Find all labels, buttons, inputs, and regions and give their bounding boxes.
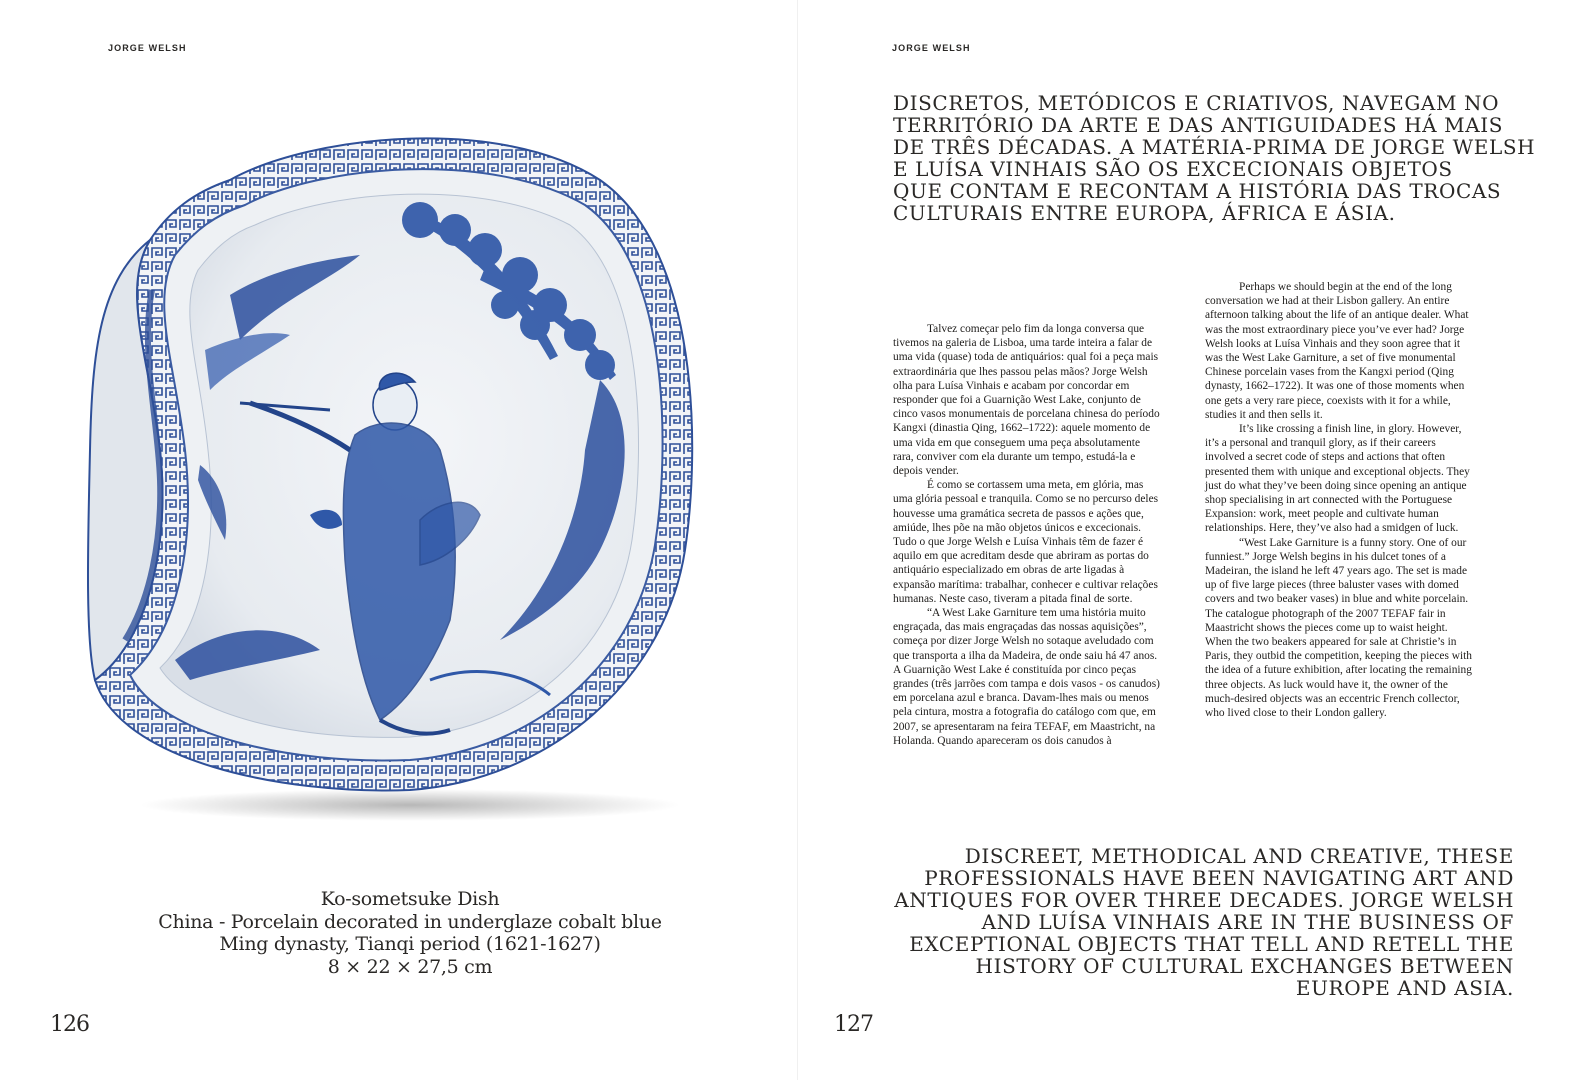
caption-title: Ko-sometsuke Dish [320,888,500,910]
caption-line: China - Porcelain decorated in underglaze cobalt blue [158,910,662,933]
body-paragraph: Perhaps we should begin at the end of the long conversation we had at their Lisbon gallery. An entire afternoon talking about the life of an antique dealer. What was the most extraordinary piece you’ve ever had? Jorge Welsh looks at Luísa Vinhais and they soon agree that it was the West Lake Garniture, a set of five monumental Chinese porcelain vases from the Kangxi period (Qing dynasty, 1662–1722). It was one of those moments when one gets a very rare piece, coexists with it for a while, studies it and then sells it. [1205,281,1469,421]
body-paragraph: “West Lake Garniture is a funny story. One of our funniest.” Jorge Welsh begins in his dulcet tones of a Madeiran, the island he left 47 years ago. The set is made up of five large pieces (three baluster vases with domed covers and two beaker vases) in blue and white porcelain. The catalogue photograph of the 2007 TEFAF fair in Maastricht shows the pieces come up to waist height. When the two beakers appeared for sale at Christie’s in Paris, they outbid the competition, keeping the pieces with the idea of a future exhibition, after locating the remaining three objects. As luck would have it, the owner of the much-desired objects was an eccentric French collector, who lived close to their London gallery. [1205,536,1472,720]
body-column-portuguese [893,322,1163,748]
page-number: 126 [50,1012,89,1037]
body-paragraph: Talvez começar pelo fim da longa conversa que tivemos na galeria de Lisboa, uma tarde inteira a falar de uma vida (quase) toda de antiquários: qual foi a peça mais extraordinária que lhes passou pelas mãos? Jorge Welsh olha para Luísa Vinhais e acabam por concordar em responder que foi a Guarnição West Lake, conjunto de cinco vasos monumentais de porcelana chinesa do período Kangxi (dinastia Qing, 1662–1722): aquele momento de uma vida em que conseguem uma peça absolutamente rara, conviver com ela durante um tempo, estudá-la e depois vender. [893,323,1160,478]
body-paragraph: “A West Lake Garniture tem uma história muito engraçada, das mais engraçadas das nossas aquisições”, começa por dizer Jorge Welsh no sotaque aveludado com que transporta a ilha da Madeira, de onde saiu há 47 anos. A Guarnição West Lake é constituída por cinco peças grandes (três jarrões com tampa e dois vasos - os canudos) em porcelana azul e branca. Davam-lhes mais ou menos pela cintura, mostra a fotografia do catálogo com que, em 2007, se apresentaram na feira TEFAF, em Maastricht, na Holanda. Quando apareceram os dois canudos à [893,607,1160,747]
dish-photo [80,120,720,840]
page-number: 127 [834,1012,873,1037]
pull-quote-line: AND LUÍSA VINHAIS ARE IN THE BUSINESS OF [981,910,1514,934]
porcelain-dish-illustration [80,120,720,840]
pull-quote-line: DISCRETOS, METÓDICOS E CRIATIVOS, NAVEGAM NO [893,91,1500,115]
running-head: JORGE WELSH [892,43,971,53]
body-paragraph: É como se cortassem uma meta, em glória, mas uma glória pessoal e tranquila. Como se no percurso deles houvesse uma gramática secreta de passos e ações que, amiúde, lhes põe na mão objetos únicos e excecionais. Tudo o que Jorge Welsh e Luísa Vinhais têm de fazer é aquilo em que acreditam desde que abriram as portas do antiquário especializado em obras de arte ligadas à expansão marítima: trabalhar, conhecer e cultivar relações humanas. Neste caso, tiveram a pitada final de sorte. [893,479,1159,605]
caption-line: Ming dynasty, Tianqi period (1621-1627) [219,933,601,955]
pull-quote-line: TERRITÓRIO DA ARTE E DAS ANTIGUIDADES HÁ MAIS [893,113,1504,137]
pull-quote-line: HISTORY OF CULTURAL EXCHANGES BETWEEN [975,954,1514,978]
pull-quote-portuguese [893,92,1535,224]
pull-quote-line: ANTIQUES FOR OVER THREE DECADES. JORGE WELSH [894,888,1514,912]
pull-quote-line: E LUÍSA VINHAIS SÃO OS EXCECIONAIS OBJETOS [893,157,1453,181]
caption-dimensions: 8 × 22 × 27,5 cm [327,955,493,978]
pull-quote-line: CULTURAIS ENTRE EUROPA, ÁFRICA E ÁSIA. [893,201,1396,225]
body-column-english [1205,280,1477,720]
pull-quote-english [894,845,1514,999]
pull-quote-line: DE TRÊS DÉCADAS. A MATÉRIA-PRIMA DE JORGE WELSH [893,135,1536,159]
image-caption [100,888,720,978]
body-paragraph: It’s like crossing a finish line, in glory. However, it’s a personal and tranquil glory, as if their careers involved a secret code of steps and actions that often presented them with unique and exceptional objects. They just do what they’ve been doing since opening an antique shop specialising in art connected with the Portuguese Expansion: work, meet people and cultivate human relationships. Here, they’ve also had a smidgen of luck. [1205,423,1470,535]
pull-quote-line: DISCREET, METHODICAL AND CREATIVE, THESE [964,844,1514,868]
right-page [798,0,1596,1080]
pull-quote-line: QUE CONTAM E RECONTAM A HISTÓRIA DAS TROCAS [893,179,1502,203]
pull-quote-line: EXCEPTIONAL OBJECTS THAT TELL AND RETELL THE [909,932,1514,956]
pull-quote-line: EUROPE AND ASIA. [1295,976,1514,1000]
running-head: JORGE WELSH [108,43,187,53]
pull-quote-line: PROFESSIONALS HAVE BEEN NAVIGATING ART AND [924,866,1514,890]
